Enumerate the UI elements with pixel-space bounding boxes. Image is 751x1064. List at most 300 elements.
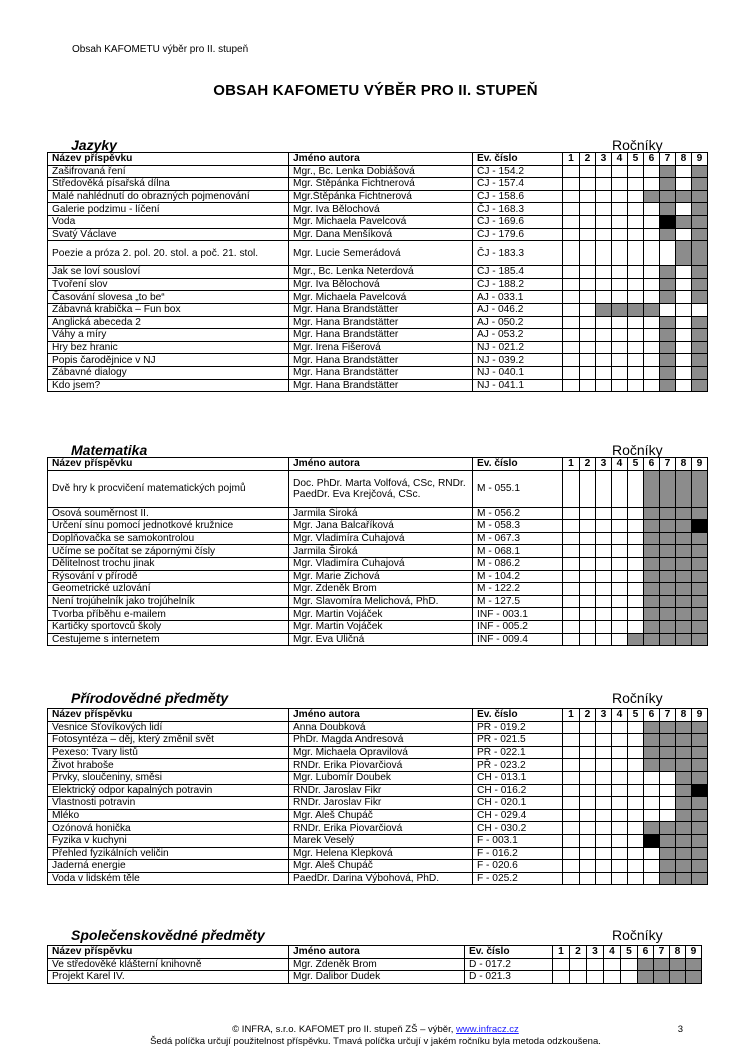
grade-cell-usable [596,303,612,316]
grade-cell-empty [563,316,580,329]
grade-cell-empty [580,266,596,279]
grade-cell-empty [628,379,644,392]
grade-cell-empty [596,266,612,279]
grade-cell-usable [692,165,708,178]
grade-cell-usable [654,958,670,971]
grade-cell-usable [660,470,676,507]
cell-ev: CH - 029.4 [473,809,563,822]
cell-author: Mgr. Lucie Semerádová [289,241,473,266]
grade-cell-empty [612,520,628,533]
grade-cell-empty [612,165,628,178]
cell-ev: AJ - 053.2 [473,329,563,342]
grade-cell-empty [628,860,644,873]
col-header-grade: 4 [612,153,628,166]
cell-author: Mgr. Hana Brandstätter [289,379,473,392]
cell-ev: NJ - 040.1 [473,366,563,379]
grade-cell-empty [612,784,628,797]
grade-cell-usable [692,215,708,228]
grade-cell-empty [612,834,628,847]
col-header-grade: 7 [660,153,676,166]
grade-cell-empty [580,203,596,216]
grade-cell-usable [660,278,676,291]
grade-cell-usable [644,532,660,545]
grade-cell-empty [563,746,580,759]
grade-cell-empty [580,771,596,784]
col-header-grade: 2 [580,458,596,471]
cell-author: RNDr. Jaroslav Fikr [289,797,473,810]
section-title: Přírodovědné předměty [71,690,229,706]
grade-cell-empty [563,545,580,558]
grade-cell-empty [628,520,644,533]
grade-cell-empty [612,545,628,558]
page-number: 3 [677,1024,683,1035]
col-header-name: Název příspěvku [48,458,289,471]
table-row [48,215,708,228]
grade-cell-empty [563,822,580,835]
grade-cell-empty [612,366,628,379]
cell-name: Určení sínu pomocí jednotkové kružnice [48,520,289,533]
cell-name: Popis čarodějnice v NJ [48,354,289,367]
col-header-grade: 7 [660,458,676,471]
grade-cell-usable [692,228,708,241]
grade-cell-empty [580,354,596,367]
grade-cell-empty [580,847,596,860]
cell-ev: M - 068.1 [473,545,563,558]
grade-cell-usable [692,341,708,354]
grade-cell-tested [692,520,708,533]
grade-cell-empty [676,266,692,279]
table-row [48,266,708,279]
cell-author: RNDr. Erika Piovarčiová [289,822,473,835]
grade-cell-empty [612,228,628,241]
grade-cell-empty [580,178,596,191]
grade-cell-empty [628,847,644,860]
grade-cell-empty [644,329,660,342]
grade-cell-empty [612,190,628,203]
col-header-grade: 8 [676,709,692,722]
grade-cell-usable [644,570,660,583]
grade-cell-tested [660,215,676,228]
table-row [48,316,708,329]
cell-name: Prvky, sloučeniny, směsi [48,771,289,784]
grade-cell-usable [692,608,708,621]
grade-cell-empty [628,316,644,329]
col-header-grade: 7 [660,709,676,722]
grade-cell-empty [580,379,596,392]
table-row [48,822,708,835]
contributions-table [47,457,708,646]
cell-ev: PŘ - 021.5 [473,734,563,747]
grade-cell-empty [676,379,692,392]
grade-cell-empty [628,203,644,216]
grade-cell-empty [628,746,644,759]
grade-cell-empty [563,354,580,367]
grade-cell-empty [596,241,612,266]
grade-cell-empty [580,620,596,633]
cell-author: Mgr. Lubomír Doubek [289,771,473,784]
grade-cell-empty [596,633,612,646]
grade-cell-empty [628,470,644,507]
grade-cell-empty [660,241,676,266]
grade-cell-empty [628,759,644,772]
grade-cell-empty [596,570,612,583]
grade-cell-empty [676,366,692,379]
grade-cell-usable [644,190,660,203]
col-header-ev: Ev. číslo [473,153,563,166]
grade-cell-usable [660,203,676,216]
table-row [48,341,708,354]
grade-cell-empty [563,228,580,241]
grade-cell-empty [612,532,628,545]
cell-author: Mgr., Bc. Lenka Dobiášová [289,165,473,178]
cell-author: Mgr. Hana Brandstätter [289,303,473,316]
cell-author: Mgr. Michaela Pavelcová [289,291,473,304]
grade-cell-usable [644,545,660,558]
grade-cell-empty [596,771,612,784]
col-header-grade: 1 [563,153,580,166]
cell-ev: M - 104.2 [473,570,563,583]
cell-author: Mgr. Marie Zichová [289,570,473,583]
grade-cell-usable [628,303,644,316]
grade-cell-empty [563,190,580,203]
grade-cell-empty [563,608,580,621]
footer-link[interactable]: www.infracz.cz [455,1024,519,1035]
cell-ev: INF - 003.1 [473,608,563,621]
contributions-table [47,152,708,392]
grade-cell-empty [563,303,580,316]
grade-cell-empty [628,583,644,596]
grade-cell-empty [604,971,621,984]
table-row [48,570,708,583]
cell-name: Doplňovačka se samokontrolou [48,532,289,545]
cell-author: Mgr. Hana Brandstätter [289,366,473,379]
grade-cell-empty [563,834,580,847]
grade-cell-usable [692,545,708,558]
grade-cell-empty [612,354,628,367]
grade-cell-usable [660,633,676,646]
table-row [48,557,708,570]
grade-cell-empty [612,291,628,304]
cell-name: Pexeso: Tvary listů [48,746,289,759]
grade-cell-empty [596,746,612,759]
grade-cell-usable [692,809,708,822]
grade-cell-empty [563,241,580,266]
grade-cell-empty [563,721,580,734]
grade-cell-empty [621,958,638,971]
grade-cell-usable [660,557,676,570]
grade-cell-empty [628,545,644,558]
grade-cell-empty [596,520,612,533]
cell-ev: CH - 016.2 [473,784,563,797]
cell-ev: F - 020.6 [473,860,563,873]
cell-ev: ČJ - 168.3 [473,203,563,216]
grade-cell-empty [612,721,628,734]
grade-cell-empty [563,595,580,608]
grade-cell-empty [596,545,612,558]
grade-cell-usable [692,316,708,329]
grade-cell-empty [580,316,596,329]
grade-cell-empty [596,341,612,354]
grade-cell-empty [612,241,628,266]
grade-cell-empty [644,241,660,266]
col-header-ev: Ev. číslo [465,946,553,959]
grade-cell-empty [644,215,660,228]
grade-cell-usable [660,608,676,621]
grade-cell-empty [644,341,660,354]
grade-cell-empty [612,507,628,520]
grade-cell-empty [628,354,644,367]
cell-name: Voda [48,215,289,228]
col-header-grade: 5 [628,153,644,166]
grade-cell-usable [676,520,692,533]
grade-cell-empty [628,266,644,279]
cell-author: Jarmila Široká [289,545,473,558]
grade-cell-empty [580,329,596,342]
grades-heading: Ročníky [612,690,663,706]
grade-cell-empty [580,595,596,608]
grade-cell-usable [692,507,708,520]
grade-cell-usable [660,746,676,759]
grade-cell-empty [580,190,596,203]
grade-cell-empty [604,958,621,971]
grade-cell-usable [660,545,676,558]
grade-cell-usable [692,203,708,216]
page-title: OBSAH KAFOMETU VÝBĚR PRO II. STUPEŇ [213,82,538,99]
grade-cell-empty [612,278,628,291]
grade-cell-usable [660,834,676,847]
col-header-grade: 8 [676,458,692,471]
grade-cell-empty [628,165,644,178]
cell-ev: ČJ - 183.3 [473,241,563,266]
cell-name: Zábavná krabička – Fun box [48,303,289,316]
grade-cell-usable [638,971,654,984]
grade-cell-empty [676,341,692,354]
grade-cell-empty [563,620,580,633]
cell-author: Mgr. Michaela Pavelcová [289,215,473,228]
contributions-table [47,945,702,984]
grade-cell-empty [563,215,580,228]
cell-ev: PŘ - 022.1 [473,746,563,759]
cell-name: Jaderná energie [48,860,289,873]
cell-author: Mgr. Dalibor Dudek [289,971,465,984]
table-row [48,608,708,621]
col-header-name: Název příspěvku [48,709,289,722]
grade-cell-empty [563,291,580,304]
cell-author: Mgr. Iva Bělochová [289,203,473,216]
grade-cell-empty [596,557,612,570]
grade-cell-empty [580,520,596,533]
grade-cell-empty [628,178,644,191]
col-header-grade: 9 [692,153,708,166]
cell-name: Ve středověké klášterní knihovně [48,958,289,971]
table-row [48,303,708,316]
grade-cell-empty [628,291,644,304]
grade-cell-empty [660,784,676,797]
grade-cell-empty [553,958,570,971]
grade-cell-empty [644,771,660,784]
grade-cell-usable [660,329,676,342]
grade-cell-empty [628,190,644,203]
grade-cell-usable [660,520,676,533]
cell-ev: M - 055.1 [473,470,563,507]
cell-name: Přehled fyzikálních veličin [48,847,289,860]
cell-name: Voda v lidském těle [48,872,289,885]
grade-cell-empty [596,366,612,379]
grade-cell-usable [644,734,660,747]
table-row [48,278,708,291]
grade-cell-empty [580,570,596,583]
grade-cell-empty [644,784,660,797]
grade-cell-usable [686,971,702,984]
cell-ev: CH - 030.2 [473,822,563,835]
grade-cell-usable [692,557,708,570]
grade-cell-empty [612,608,628,621]
table-row [48,583,708,596]
grade-cell-usable [660,822,676,835]
grade-cell-usable [692,190,708,203]
col-header-grade: 6 [644,153,660,166]
grade-cell-usable [660,178,676,191]
grade-cell-empty [563,557,580,570]
grade-cell-empty [596,354,612,367]
grade-cell-empty [563,797,580,810]
cell-ev: M - 127.5 [473,595,563,608]
cell-name: Dvě hry k procvičení matematických pojmů [48,470,289,507]
grade-cell-usable [676,608,692,621]
table-row [48,860,708,873]
grade-cell-empty [580,366,596,379]
grade-cell-empty [628,734,644,747]
table-row [48,532,708,545]
col-header-grade: 2 [570,946,587,959]
grade-cell-usable [654,971,670,984]
grade-cell-usable [676,545,692,558]
grade-cell-empty [596,583,612,596]
grade-cell-usable [644,507,660,520]
grade-cell-empty [612,470,628,507]
grade-cell-empty [580,721,596,734]
grade-cell-empty [563,872,580,885]
col-header-grade: 3 [596,709,612,722]
grade-cell-usable [676,809,692,822]
grade-cell-empty [563,507,580,520]
cell-author: Mgr. Eva Uličná [289,633,473,646]
col-header-author: Jméno autora [289,946,465,959]
grade-cell-empty [563,759,580,772]
cell-ev: INF - 009.4 [473,633,563,646]
grade-cell-empty [612,316,628,329]
grade-cell-usable [660,354,676,367]
grade-cell-empty [660,771,676,784]
grade-cell-empty [612,570,628,583]
cell-author: Mgr. Vladimíra Čuhajová [289,557,473,570]
cell-ev: ČJ - 154.2 [473,165,563,178]
grade-cell-empty [563,278,580,291]
grade-cell-usable [660,507,676,520]
col-header-ev: Ev. číslo [473,458,563,471]
table-row [48,746,708,759]
grade-cell-empty [676,278,692,291]
cell-author: Mgr. Štěpánka Fichtnerová [289,178,473,191]
grade-cell-empty [644,228,660,241]
grade-cell-empty [580,215,596,228]
cell-ev: CH - 013.1 [473,771,563,784]
grade-cell-empty [612,215,628,228]
table-row [48,165,708,178]
grade-cell-usable [638,958,654,971]
table-row [48,178,708,191]
cell-author: Doc. PhDr. Marta Volfová, CSc, RNDr. PaedDr. Eva Krejčová, CSc. [289,470,473,507]
grade-cell-empty [596,759,612,772]
cell-ev: AJ - 033.1 [473,291,563,304]
cell-author: Mgr. Aleš Chupáč [289,860,473,873]
col-header-grade: 8 [676,153,692,166]
footer [0,1024,751,1047]
grade-cell-usable [660,847,676,860]
grade-cell-usable [660,266,676,279]
grade-cell-empty [596,809,612,822]
grade-cell-empty [596,608,612,621]
grade-cell-usable [692,834,708,847]
grade-cell-empty [676,291,692,304]
col-header-grade: 7 [654,946,670,959]
cell-ev: NJ - 039.2 [473,354,563,367]
grade-cell-empty [596,329,612,342]
grade-cell-empty [612,595,628,608]
table-header-row [48,153,708,166]
cell-author: Mgr. Zdeněk Brom [289,958,465,971]
grade-cell-empty [612,633,628,646]
grade-cell-usable [676,784,692,797]
grade-cell-empty [612,341,628,354]
grade-cell-empty [612,809,628,822]
grade-cell-empty [676,354,692,367]
grade-cell-empty [570,958,587,971]
grade-cell-empty [563,784,580,797]
table-row [48,379,708,392]
grade-cell-usable [692,291,708,304]
col-header-ev: Ev. číslo [473,709,563,722]
grade-cell-usable [692,771,708,784]
grade-cell-usable [660,379,676,392]
cell-ev: F - 003.1 [473,834,563,847]
grade-cell-empty [628,215,644,228]
grade-cell-usable [644,470,660,507]
grades-heading: Ročníky [612,927,663,943]
grade-cell-usable [660,759,676,772]
grade-cell-usable [660,341,676,354]
grade-cell-empty [596,470,612,507]
grade-cell-empty [563,266,580,279]
grade-cell-empty [563,165,580,178]
grade-cell-usable [670,958,686,971]
cell-name: Váhy a míry [48,329,289,342]
table-row [48,797,708,810]
cell-name: Jak se loví sousloví [48,266,289,279]
grade-cell-empty [628,834,644,847]
table-row [48,366,708,379]
cell-ev: M - 058.3 [473,520,563,533]
cell-ev: ČJ - 188.2 [473,278,563,291]
grade-cell-usable [692,570,708,583]
grade-cell-usable [692,583,708,596]
grade-cell-usable [660,860,676,873]
grade-cell-empty [580,608,596,621]
grade-cell-empty [580,303,596,316]
grade-cell-empty [628,784,644,797]
grade-cell-empty [676,329,692,342]
grade-cell-usable [692,278,708,291]
